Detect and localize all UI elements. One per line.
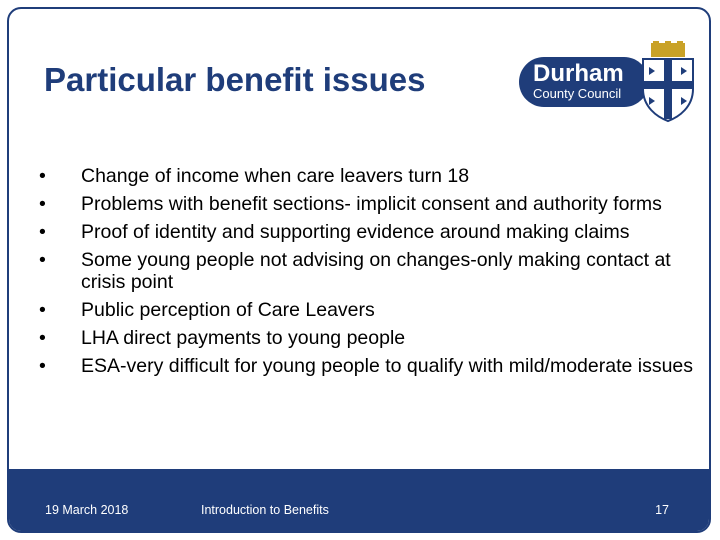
list-item — [39, 327, 699, 349]
list-item — [39, 193, 699, 215]
list-item — [39, 221, 699, 243]
bullet-glyph: • — [39, 165, 46, 187]
list-item — [39, 249, 699, 293]
list-item — [39, 299, 699, 321]
crest-icon — [637, 41, 699, 123]
bullet-text: ESA-very difficult for young people to qualify with mild/moderate issues — [81, 355, 694, 377]
logo-name: Durham — [533, 60, 624, 87]
list-item — [39, 355, 699, 377]
slide-title: Particular benefit issues — [44, 61, 426, 98]
slide — [7, 7, 711, 533]
footer-title: Introduction to Benefits — [201, 503, 329, 517]
bullet-text: Proof of identity and supporting evidence around making claims — [81, 221, 630, 243]
bullet-glyph: • — [39, 249, 46, 271]
bullet-text: Change of income when care leavers turn 18 — [81, 165, 470, 187]
bullet-glyph: • — [39, 327, 46, 349]
bullet-text: Problems with benefit sections- implicit consent and authority forms — [81, 193, 662, 215]
page-number: 17 — [655, 503, 669, 517]
bullet-text: LHA direct payments to young people — [81, 327, 406, 349]
bullet-glyph: • — [39, 299, 46, 321]
durham-county-council-logo — [519, 39, 699, 129]
bullet-text: Public perception of Care Leavers — [81, 299, 375, 321]
bullet-glyph: • — [39, 221, 46, 243]
logo-subtitle: County Council — [533, 86, 622, 101]
bullet-glyph: • — [39, 355, 46, 377]
footer-bar — [9, 469, 709, 531]
list-item — [39, 165, 699, 187]
bullet-text: Some young people not advising on changes-only making contact at crisis point — [81, 249, 671, 293]
bullet-glyph: • — [39, 193, 46, 215]
footer-date: 19 March 2018 — [45, 503, 129, 517]
bullet-list — [39, 165, 699, 383]
